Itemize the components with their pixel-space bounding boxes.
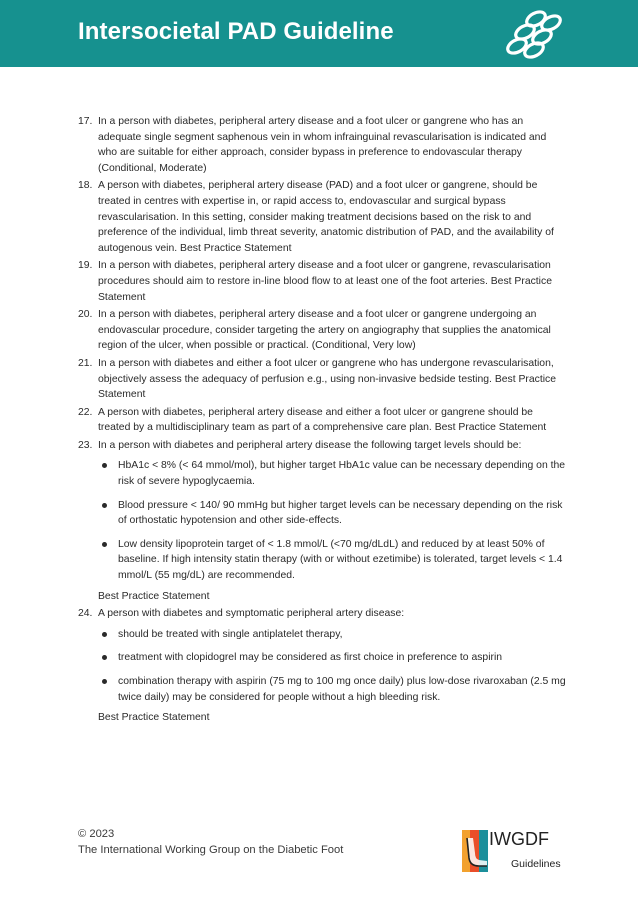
recommendation-text: In a person with diabetes, peripheral artery disease and a foot ulcer or gangrene who has an adequate single segment saphenous vein in whom infrainguinal revascularisation is indicated and who are suitable for either approach, consider bypass in preference to endovascular therapy (Conditional, Moderate)	[98, 116, 547, 174]
recommendation-text: In a person with diabetes, peripheral artery disease and a foot ulcer or gangrene undergoing an endovascular procedure, consider targeting the artery on angiography that supplies the anatomical region of the ulcer, when possible or practical. (Conditional, Very low)	[98, 309, 551, 352]
page-title: Intersocietal PAD Guideline	[78, 18, 394, 45]
bullet-item	[98, 627, 568, 643]
recommendation-number: 23.	[78, 439, 93, 451]
bullet-icon	[102, 463, 107, 468]
recommendation-text: In a person with diabetes and peripheral artery disease the following target levels should be:	[98, 439, 522, 451]
page-footer	[78, 826, 343, 858]
bullet-list	[98, 627, 568, 705]
bullet-icon	[102, 632, 107, 637]
recommendation-item	[78, 405, 568, 436]
recommendation-text: In a person with diabetes and either a foot ulcer or gangrene who has undergone revascularisation, objectively assess the adequacy of perfusion e.g., using non-invasive bedside testing. Best Practice Statement	[98, 357, 557, 401]
recommendation-number: 20.	[78, 309, 93, 321]
recommendation-number: 24.	[78, 608, 93, 620]
bullet-item	[98, 498, 568, 529]
recommendations-section	[78, 114, 568, 728]
bullet-icon	[102, 655, 107, 660]
recommendation-number: 18.	[78, 180, 93, 192]
recommendation-number: 22.	[78, 406, 93, 418]
bullet-text: Blood pressure < 140/ 90 mmHg but higher target levels can be necessary depending on the risk of orthostatic hypotension and other side-effects.	[118, 499, 563, 527]
copyright-text: © 2023	[78, 828, 115, 840]
bullet-item	[98, 458, 568, 489]
bullet-list	[98, 458, 568, 583]
recommendation-item	[78, 178, 568, 256]
recommendation-number: 17.	[78, 116, 93, 127]
bullet-text: combination therapy with aspirin (75 mg to 100 mg once daily) plus low-dose rivaroxaban (2.5 mg twice daily) may be considered for people without a high bleeding risk.	[118, 676, 566, 703]
recommendation-item	[78, 356, 568, 403]
recommendation-item	[78, 307, 568, 354]
recommendation-number: 19.	[78, 260, 93, 272]
brand-name: IWGDF	[489, 829, 549, 849]
recommendation-list	[78, 114, 568, 726]
bullet-text: should be treated with single antiplatelet therapy,	[118, 628, 343, 640]
recommendation-item	[78, 114, 568, 176]
bullet-icon	[102, 503, 107, 508]
recommendation-item	[78, 606, 568, 726]
recommendation-text: A person with diabetes, peripheral artery disease and either a foot ulcer or gangrene should be treated by a multidisciplinary team as part of a comprehensive care plan. Best Practice Statement	[98, 406, 547, 434]
recommendation-text: In a person with diabetes, peripheral artery disease and a foot ulcer or gangrene, revascularisation procedures should aim to restore in-line blood flow to at least one of the foot arteries. Best Practice Statement	[98, 260, 552, 303]
organization-name: The International Working Group on the Diabetic Foot	[78, 844, 344, 856]
recommendation-text: A person with diabetes, peripheral artery disease (PAD) and a foot ulcer or gangrene, should be treated in centres with expertise in, or rapid access to, endovascular and surgical bypass revascularisation. In this setting, consider making treatment decisions based on the risk to and preference of the individual, limb threat severity, anatomic distribution of PAD, and the availability of autogenous vein. Best Practice Statement	[98, 180, 554, 254]
recommendation-text: A person with diabetes and symptomatic peripheral artery disease:	[98, 608, 405, 620]
bullet-icon	[102, 542, 107, 547]
bullet-item	[98, 674, 568, 705]
bullet-item	[98, 537, 568, 584]
bullet-icon	[102, 679, 107, 684]
recommendation-item	[78, 258, 568, 305]
statement-label: Best Practice Statement	[98, 590, 210, 602]
recommendation-item	[78, 438, 568, 604]
bullet-item	[98, 650, 568, 666]
bullet-text: treatment with clopidogrel may be considered as first choice in preference to aspirin	[118, 652, 503, 664]
statement-label: Best Practice Statement	[98, 712, 210, 724]
brand-subtitle: Guidelines	[511, 858, 561, 870]
recommendation-number: 21.	[78, 357, 93, 369]
bullet-text: HbA1c < 8% (< 64 mmol/mol), but higher target HbA1c value can be necessary depending on the risk of severe hypoglycaemia.	[118, 460, 566, 488]
bullet-text: Low density lipoprotein target of < 1.8 mmol/L (<70 mg/dLdL) and reduced by at least 50% of baseline. If high intensity statin therapy (with or without ezetimibe) is tolerated, target levels < 1.4 mmol/L (55 mg/dL) are recommended.	[118, 538, 563, 582]
page-header	[0, 0, 638, 67]
stacked-rings-icon	[500, 8, 566, 60]
